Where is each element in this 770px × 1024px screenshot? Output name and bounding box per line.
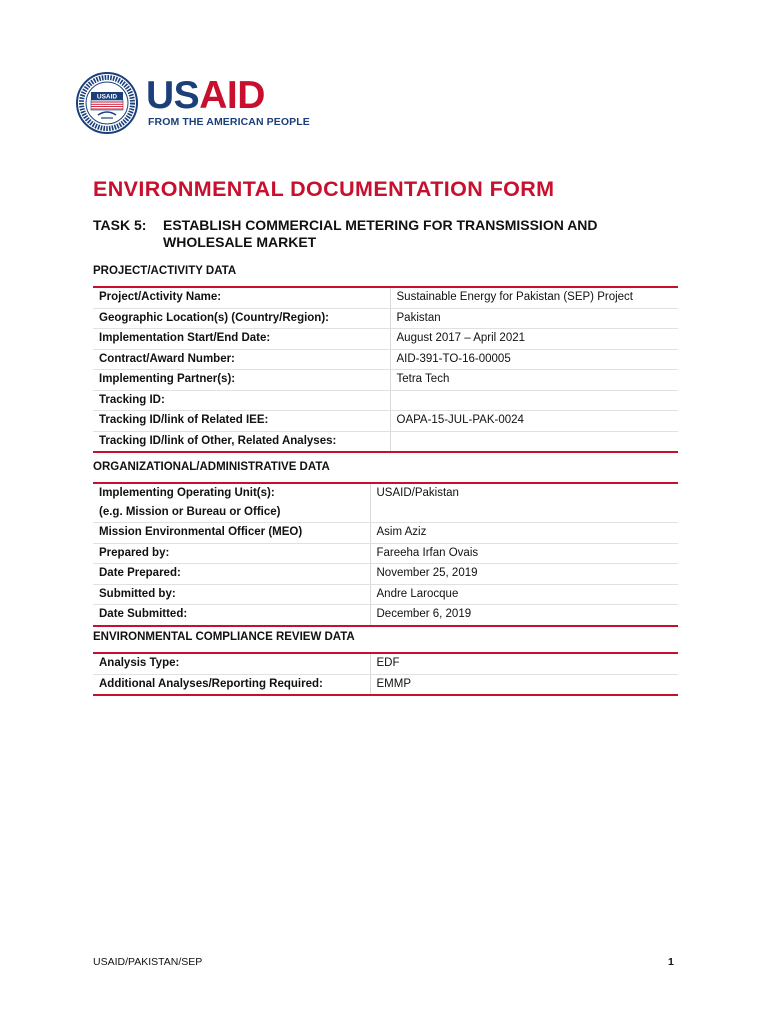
row-label: Tracking ID/link of Related IEE: <box>93 411 390 432</box>
row-label: Date Submitted: <box>93 605 370 626</box>
org-table <box>93 482 678 627</box>
table-row <box>93 564 678 585</box>
project-table <box>93 286 678 453</box>
row-label: Prepared by: <box>93 543 370 564</box>
row-label-line1: Implementing Operating Unit(s): <box>99 487 275 499</box>
row-label: Tracking ID: <box>93 390 390 411</box>
row-label: Tracking ID/link of Other, Related Analyses: <box>93 431 390 452</box>
table-row <box>93 543 678 564</box>
row-value <box>390 390 678 411</box>
row-value: USAID/Pakistan <box>370 483 678 523</box>
seal-label: USAID <box>96 93 118 101</box>
row-label: Date Prepared: <box>93 564 370 585</box>
table-row <box>93 287 678 308</box>
table-row <box>93 411 678 432</box>
row-value: Fareeha Irfan Ovais <box>370 543 678 564</box>
wordmark-us: US <box>146 74 200 117</box>
row-value: December 6, 2019 <box>370 605 678 626</box>
row-value: August 2017 – April 2021 <box>390 329 678 350</box>
row-label: Implementation Start/End Date: <box>93 329 390 350</box>
page-number: 1 <box>668 956 674 968</box>
row-label: Project/Activity Name: <box>93 287 390 308</box>
row-label: Submitted by: <box>93 584 370 605</box>
task-title-line1: ESTABLISH COMMERCIAL METERING FOR TRANSMISSION AND <box>163 217 598 233</box>
row-label: Contract/Award Number: <box>93 349 390 370</box>
table-row <box>93 370 678 391</box>
row-label: Implementing Partner(s): <box>93 370 390 391</box>
table-row <box>93 390 678 411</box>
usaid-seal-icon <box>76 72 138 134</box>
row-label: Geographic Location(s) (Country/Region): <box>93 308 390 329</box>
table-row <box>93 653 678 674</box>
row-label: Mission Environmental Officer (MEO) <box>93 523 370 544</box>
table-row <box>93 523 678 544</box>
table-row <box>93 483 678 523</box>
task-number: TASK 5: <box>93 217 147 233</box>
compliance-section-heading: ENVIRONMENTAL COMPLIANCE REVIEW DATA <box>93 631 355 643</box>
row-label <box>93 483 370 523</box>
usaid-wordmark <box>146 76 265 116</box>
footer-document-id: USAID/PAKISTAN/SEP <box>93 956 203 968</box>
table-row <box>93 605 678 626</box>
usaid-logo <box>76 72 310 134</box>
row-label: Additional Analyses/Reporting Required: <box>93 674 370 695</box>
org-section-heading: ORGANIZATIONAL/ADMINISTRATIVE DATA <box>93 461 330 473</box>
form-title: ENVIRONMENTAL DOCUMENTATION FORM <box>93 177 555 201</box>
row-value: Pakistan <box>390 308 678 329</box>
row-value: EMMP <box>370 674 678 695</box>
row-value: Andre Larocque <box>370 584 678 605</box>
row-value: AID-391-TO-16-00005 <box>390 349 678 370</box>
wordmark-aid: AID <box>199 74 265 117</box>
row-value: Asim Aziz <box>370 523 678 544</box>
table-row <box>93 584 678 605</box>
row-value: Sustainable Energy for Pakistan (SEP) Project <box>390 287 678 308</box>
table-row <box>93 431 678 452</box>
task-title <box>93 217 693 251</box>
table-row <box>93 329 678 350</box>
compliance-table <box>93 652 678 696</box>
table-row <box>93 674 678 695</box>
row-value: EDF <box>370 653 678 674</box>
row-value: Tetra Tech <box>390 370 678 391</box>
logo-tagline: FROM THE AMERICAN PEOPLE <box>148 116 310 128</box>
row-value: November 25, 2019 <box>370 564 678 585</box>
task-title-line2: WHOLESALE MARKET <box>163 234 317 250</box>
row-value <box>390 431 678 452</box>
row-label-line2: (e.g. Mission or Bureau or Office) <box>99 506 281 518</box>
row-label: Analysis Type: <box>93 653 370 674</box>
table-row <box>93 308 678 329</box>
table-row <box>93 349 678 370</box>
project-section-heading: PROJECT/ACTIVITY DATA <box>93 265 237 277</box>
row-value: OAPA-15-JUL-PAK-0024 <box>390 411 678 432</box>
